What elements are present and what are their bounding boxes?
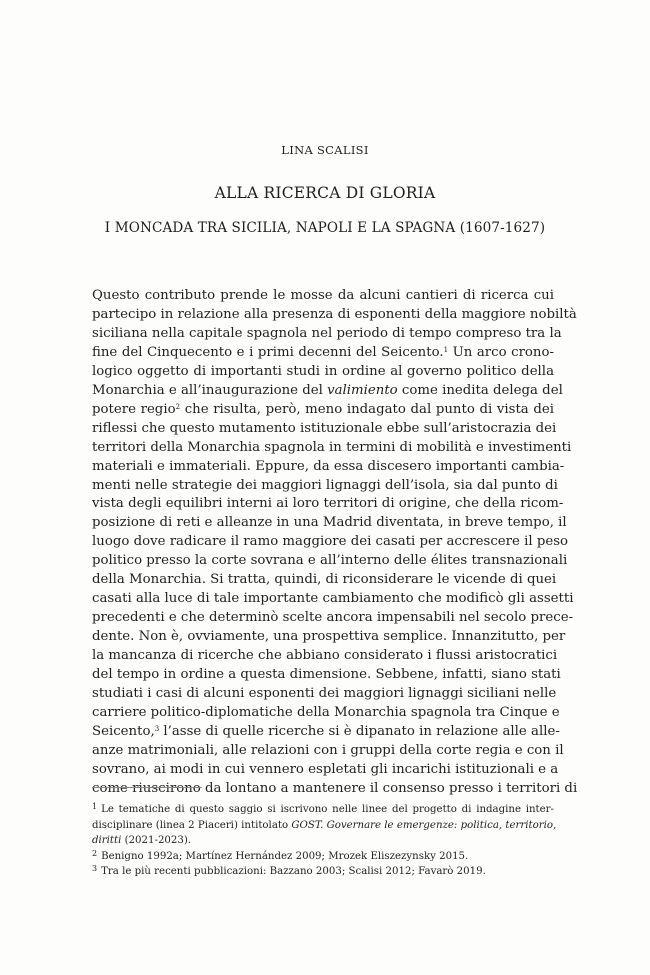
- body-line: anze matrimoniali, alle relazioni con i gruppi della corte regia e con il: [92, 742, 564, 758]
- body-line: come riuscirono da lontano a mantenere il consenso presso i territori di: [92, 780, 578, 796]
- italic-term: valimiento: [327, 382, 398, 398]
- body-line: luogo dove radicare il ramo maggiore dei casati per accrescere il peso: [92, 534, 569, 550]
- chapter-title: ALLA RICERCA DI GLORIA: [214, 184, 436, 202]
- footnote-number: 1: [92, 802, 98, 811]
- body-line: sovrano, ai modi in cui vennero espletati gli incarichi istituzionali e a: [92, 761, 559, 777]
- italic-title: GOST. Governare le emergenze: politica, territorio,: [291, 819, 557, 831]
- body-line: fine del Cinquecento e i primi decenni del Seicento.$^1$ Un arco crono-: [92, 344, 554, 360]
- body-line: Monarchia e all’inaugurazione del valimiento come inedita delega del: [92, 382, 563, 398]
- body-line: della Monarchia. Si tratta, quindi, di riconsiderare le vicende di quei: [92, 572, 557, 588]
- footnote-ref-2[interactable]: 2: [175, 402, 181, 411]
- body-line: logico oggetto di importanti studi in ordine al governo politico della: [92, 363, 554, 379]
- footnote-1-cont: disciplinare (linea 2 Piaceri) intitolato GOST. Governare le emergenze: politica, territorio,: [92, 819, 557, 831]
- body-line: carriere politico-diplomatiche della Monarchia spagnola tra Cinque e: [92, 704, 560, 720]
- body-line: la mancanza di ricerche che abbiano considerato i flussi aristocratici: [92, 648, 558, 664]
- footnote-number: 3: [92, 864, 98, 874]
- body-line: posizione di reti e alleanze in una Madrid diventata, in breve tempo, il: [92, 515, 567, 531]
- body-line: dente. Non è, ovviamente, una prospettiva semplice. Innanzitutto, per: [92, 629, 566, 645]
- chapter-author: LINA SCALISI: [281, 143, 369, 157]
- body-line: casati alla luce di tale importante cambiamento che modificò gli assetti: [92, 591, 574, 607]
- body-line: riflessi che questo mutamento istituzionale ebbe sull’aristocrazia dei: [92, 420, 557, 436]
- footnote-2: $^2$ Benigno 1992a; Martínez Hernández 2009; Mrozek Eliszezynsky 2015.: [92, 848, 469, 862]
- body-line: menti nelle strategie dei maggiori lignaggi dell’isola, sia dal punto di: [92, 477, 558, 493]
- body-line: vista degli equilibri interni ai loro territori di origine, che della ricom-: [92, 496, 564, 512]
- body-line: Questo contributo prende le mosse da alcuni cantieri di ricerca cui: [92, 288, 554, 303]
- body-line: materiali e immateriali. Eppure, da essa discesero importanti cambia-: [92, 458, 565, 474]
- body-line: studiati i casi di alcuni esponenti dei maggiori lignaggi siciliani nelle: [92, 686, 557, 702]
- chapter-subtitle: I MONCADA TRA SICILIA, NAPOLI E LA SPAGNA (1607-1627): [104, 220, 546, 236]
- body-text: [92, 287, 578, 799]
- body-line: territori della Monarchia spagnola in termini di mobilità e investimenti: [92, 439, 572, 455]
- italic-title: diritti: [92, 835, 122, 847]
- body-line: precedenti e che determinò scelte ancora impensabili nel secolo prece-: [92, 610, 574, 626]
- footnote-3: $^3$ Tra le più recenti pubblicazioni: Bazzano 2003; Scalisi 2012; Favarò 2019.: [92, 864, 486, 878]
- footnotes: [92, 802, 557, 880]
- body-line: partecipo in relazione alla presenza di esponenti della maggiore nobiltà: [92, 306, 577, 322]
- footnote-ref-1[interactable]: 1: [443, 345, 449, 354]
- body-line: del tempo in ordine a questa dimensione. Sebbene, infatti, siano stati: [92, 667, 561, 683]
- body-line: siciliana nella capitale spagnola nel periodo di tempo compreso tra la: [92, 325, 562, 341]
- body-line: politico presso la corte sovrana e all’interno delle élites transnazionali: [92, 553, 568, 569]
- body-line: potere regio$^2$ che risulta, però, meno indagato dal punto di vista dei: [92, 401, 554, 417]
- footnote-divider: [92, 787, 202, 788]
- footnote-1: $^1$ Le tematiche di questo saggio si iscrivono nelle linee del progetto di indagine inter-: [92, 802, 554, 815]
- footnote-1-cont: diritti (2021-2023).: [92, 835, 192, 847]
- footnote-number: 2: [92, 848, 98, 858]
- body-line: Seicento,$^3$ l’asse di quelle ricerche si è dipanato in relazione alle alle-: [92, 723, 560, 739]
- footnote-ref-3[interactable]: 3: [154, 724, 160, 733]
